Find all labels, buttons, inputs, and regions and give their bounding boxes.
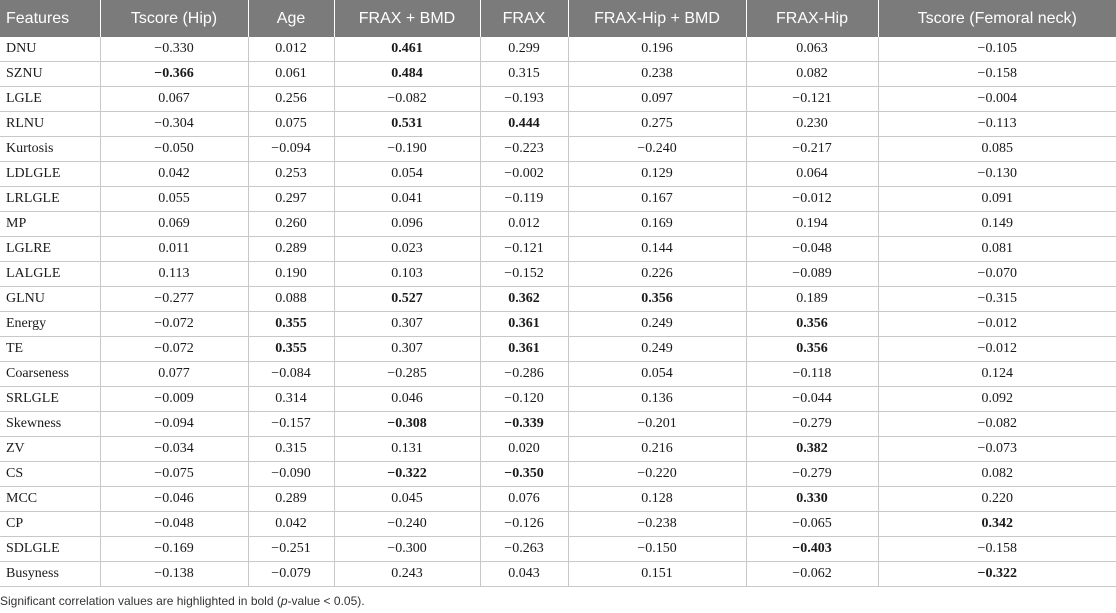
correlation-cell: 0.238	[568, 62, 746, 87]
correlation-cell: −0.238	[568, 512, 746, 537]
correlation-cell: −0.263	[480, 537, 568, 562]
table-row	[0, 162, 1116, 187]
correlation-cell: −0.158	[878, 62, 1116, 87]
correlation-cell: 0.128	[568, 487, 746, 512]
table-row	[0, 337, 1116, 362]
correlation-cell: 0.081	[878, 237, 1116, 262]
correlation-cell: −0.094	[100, 412, 248, 437]
correlation-cell: −0.169	[100, 537, 248, 562]
correlation-cell: 0.230	[746, 112, 878, 137]
table-row	[0, 362, 1116, 387]
feature-label: CS	[0, 462, 100, 487]
correlation-cell: 0.289	[248, 237, 334, 262]
correlation-cell: 0.289	[248, 487, 334, 512]
correlation-cell: 0.355	[248, 312, 334, 337]
correlation-cell: −0.072	[100, 312, 248, 337]
correlation-cell: 0.113	[100, 262, 248, 287]
table-row	[0, 437, 1116, 462]
table-row	[0, 62, 1116, 87]
column-header: Age	[248, 0, 334, 37]
correlation-cell: −0.072	[100, 337, 248, 362]
column-header: FRAX + BMD	[334, 0, 480, 37]
correlation-cell: 0.085	[878, 137, 1116, 162]
correlation-cell: −0.084	[248, 362, 334, 387]
correlation-cell: 0.256	[248, 87, 334, 112]
feature-label: LGLE	[0, 87, 100, 112]
correlation-cell: −0.130	[878, 162, 1116, 187]
feature-label: ZV	[0, 437, 100, 462]
correlation-cell: −0.308	[334, 412, 480, 437]
correlation-cell: 0.020	[480, 437, 568, 462]
table-row	[0, 262, 1116, 287]
correlation-cell: −0.113	[878, 112, 1116, 137]
correlation-cell: 0.362	[480, 287, 568, 312]
feature-label: MCC	[0, 487, 100, 512]
table-row	[0, 37, 1116, 62]
correlation-cell: 0.063	[746, 37, 878, 62]
feature-label: LRLGLE	[0, 187, 100, 212]
correlation-cell: −0.300	[334, 537, 480, 562]
correlation-cell: −0.350	[480, 462, 568, 487]
correlation-cell: 0.484	[334, 62, 480, 87]
correlation-cell: 0.103	[334, 262, 480, 287]
feature-label: DNU	[0, 37, 100, 62]
feature-label: SRLGLE	[0, 387, 100, 412]
table-row	[0, 212, 1116, 237]
correlation-cell: −0.366	[100, 62, 248, 87]
correlation-cell: −0.251	[248, 537, 334, 562]
correlation-cell: −0.009	[100, 387, 248, 412]
header-row	[0, 0, 1116, 37]
correlation-cell: 0.330	[746, 487, 878, 512]
table-row	[0, 487, 1116, 512]
correlation-cell: −0.285	[334, 362, 480, 387]
correlation-cell: −0.044	[746, 387, 878, 412]
correlation-cell: 0.307	[334, 312, 480, 337]
correlation-cell: 0.149	[878, 212, 1116, 237]
correlation-cell: −0.322	[878, 562, 1116, 587]
correlation-cell: −0.048	[746, 237, 878, 262]
table-row	[0, 137, 1116, 162]
correlation-cell: −0.118	[746, 362, 878, 387]
correlation-cell: 0.444	[480, 112, 568, 137]
correlation-cell: −0.089	[746, 262, 878, 287]
correlation-cell: −0.121	[480, 237, 568, 262]
correlation-cell: 0.297	[248, 187, 334, 212]
correlation-cell: 0.189	[746, 287, 878, 312]
correlation-cell: 0.356	[568, 287, 746, 312]
table-row	[0, 537, 1116, 562]
correlation-cell: −0.119	[480, 187, 568, 212]
feature-label: GLNU	[0, 287, 100, 312]
column-header: Tscore (Hip)	[100, 0, 248, 37]
correlation-cell: 0.356	[746, 312, 878, 337]
correlation-cell: 0.355	[248, 337, 334, 362]
table-row	[0, 87, 1116, 112]
correlation-cell: 0.088	[248, 287, 334, 312]
correlation-cell: 0.249	[568, 312, 746, 337]
correlation-cell: −0.073	[878, 437, 1116, 462]
correlation-cell: −0.012	[878, 312, 1116, 337]
correlation-cell: 0.243	[334, 562, 480, 587]
correlation-cell: 0.091	[878, 187, 1116, 212]
correlation-cell: −0.082	[878, 412, 1116, 437]
feature-label: LALGLE	[0, 262, 100, 287]
feature-label: Kurtosis	[0, 137, 100, 162]
correlation-cell: 0.055	[100, 187, 248, 212]
feature-label: CP	[0, 512, 100, 537]
correlation-cell: 0.356	[746, 337, 878, 362]
correlation-cell: −0.079	[248, 562, 334, 587]
column-header: Features	[0, 0, 100, 37]
correlation-cell: −0.304	[100, 112, 248, 137]
correlation-cell: 0.315	[480, 62, 568, 87]
correlation-cell: 0.096	[334, 212, 480, 237]
correlation-cell: −0.012	[878, 337, 1116, 362]
correlation-cell: −0.339	[480, 412, 568, 437]
correlation-cell: 0.042	[100, 162, 248, 187]
correlation-cell: 0.131	[334, 437, 480, 462]
table-row	[0, 412, 1116, 437]
correlation-cell: −0.223	[480, 137, 568, 162]
footnote-text-start: Significant correlation values are highlighted in bold (	[0, 594, 281, 608]
feature-label: LDLGLE	[0, 162, 100, 187]
correlation-cell: −0.075	[100, 462, 248, 487]
feature-label: SZNU	[0, 62, 100, 87]
correlation-cell: 0.190	[248, 262, 334, 287]
correlation-cell: 0.046	[334, 387, 480, 412]
correlation-cell: −0.121	[746, 87, 878, 112]
correlation-cell: −0.240	[334, 512, 480, 537]
feature-label: RLNU	[0, 112, 100, 137]
correlation-cell: 0.144	[568, 237, 746, 262]
correlation-cell: 0.299	[480, 37, 568, 62]
correlation-cell: −0.034	[100, 437, 248, 462]
correlation-cell: 0.082	[746, 62, 878, 87]
correlation-cell: −0.277	[100, 287, 248, 312]
correlation-cell: 0.069	[100, 212, 248, 237]
column-header: FRAX-Hip + BMD	[568, 0, 746, 37]
table-row	[0, 512, 1116, 537]
correlation-cell: 0.461	[334, 37, 480, 62]
correlation-cell: 0.167	[568, 187, 746, 212]
correlation-cell: −0.105	[878, 37, 1116, 62]
column-header: Tscore (Femoral neck)	[878, 0, 1116, 37]
table-row	[0, 237, 1116, 262]
correlation-cell: −0.062	[746, 562, 878, 587]
correlation-cell: 0.527	[334, 287, 480, 312]
correlation-cell: −0.012	[746, 187, 878, 212]
correlation-cell: 0.361	[480, 337, 568, 362]
correlation-cell: 0.064	[746, 162, 878, 187]
correlation-cell: 0.075	[248, 112, 334, 137]
correlation-cell: −0.279	[746, 412, 878, 437]
feature-label: LGLRE	[0, 237, 100, 262]
correlation-cell: 0.082	[878, 462, 1116, 487]
correlation-cell: −0.120	[480, 387, 568, 412]
correlation-cell: 0.045	[334, 487, 480, 512]
table-row	[0, 562, 1116, 587]
correlation-cell: 0.249	[568, 337, 746, 362]
correlation-cell: −0.157	[248, 412, 334, 437]
correlation-cell: −0.315	[878, 287, 1116, 312]
correlation-cell: −0.190	[334, 137, 480, 162]
correlation-cell: −0.201	[568, 412, 746, 437]
feature-label: SDLGLE	[0, 537, 100, 562]
feature-label: MP	[0, 212, 100, 237]
table-row	[0, 387, 1116, 412]
correlation-cell: 0.169	[568, 212, 746, 237]
correlation-cell: −0.002	[480, 162, 568, 187]
correlation-cell: 0.129	[568, 162, 746, 187]
correlation-cell: 0.041	[334, 187, 480, 212]
column-header: FRAX	[480, 0, 568, 37]
correlation-cell: 0.092	[878, 387, 1116, 412]
correlation-cell: −0.217	[746, 137, 878, 162]
table-body	[0, 37, 1116, 587]
correlation-cell: −0.065	[746, 512, 878, 537]
correlation-cell: 0.314	[248, 387, 334, 412]
feature-label: Skewness	[0, 412, 100, 437]
correlation-cell: −0.240	[568, 137, 746, 162]
correlation-cell: 0.077	[100, 362, 248, 387]
correlation-cell: 0.054	[334, 162, 480, 187]
correlation-cell: −0.090	[248, 462, 334, 487]
correlation-cell: 0.216	[568, 437, 746, 462]
table-row	[0, 462, 1116, 487]
correlation-cell: −0.193	[480, 87, 568, 112]
feature-label: TE	[0, 337, 100, 362]
correlation-cell: 0.361	[480, 312, 568, 337]
correlation-cell: 0.067	[100, 87, 248, 112]
correlation-cell: 0.061	[248, 62, 334, 87]
correlation-cell: 0.151	[568, 562, 746, 587]
correlation-cell: −0.220	[568, 462, 746, 487]
correlation-cell: −0.158	[878, 537, 1116, 562]
footnote-p-symbol: p	[280, 594, 288, 608]
correlation-cell: −0.279	[746, 462, 878, 487]
correlation-cell: −0.004	[878, 87, 1116, 112]
correlation-cell: 0.124	[878, 362, 1116, 387]
correlation-cell: 0.382	[746, 437, 878, 462]
correlation-cell: −0.286	[480, 362, 568, 387]
table-row	[0, 287, 1116, 312]
correlation-cell: −0.094	[248, 137, 334, 162]
correlation-cell: 0.136	[568, 387, 746, 412]
feature-label: Coarseness	[0, 362, 100, 387]
correlation-cell: 0.307	[334, 337, 480, 362]
table-row	[0, 312, 1116, 337]
column-header: FRAX-Hip	[746, 0, 878, 37]
correlation-cell: 0.253	[248, 162, 334, 187]
correlation-cell: −0.046	[100, 487, 248, 512]
correlation-cell: 0.076	[480, 487, 568, 512]
correlation-cell: −0.070	[878, 262, 1116, 287]
correlation-cell: 0.042	[248, 512, 334, 537]
correlation-cell: 0.220	[878, 487, 1116, 512]
correlation-cell: 0.226	[568, 262, 746, 287]
correlation-cell: 0.023	[334, 237, 480, 262]
correlation-cell: 0.012	[480, 212, 568, 237]
correlation-cell: 0.315	[248, 437, 334, 462]
footnote-text-end: -value < 0.05).	[287, 594, 365, 608]
correlation-cell: 0.194	[746, 212, 878, 237]
table-footnote	[0, 594, 365, 608]
correlation-cell: −0.082	[334, 87, 480, 112]
correlation-cell: 0.012	[248, 37, 334, 62]
correlation-cell: 0.011	[100, 237, 248, 262]
correlation-cell: −0.322	[334, 462, 480, 487]
correlation-cell: 0.054	[568, 362, 746, 387]
correlation-cell: −0.403	[746, 537, 878, 562]
feature-label: Busyness	[0, 562, 100, 587]
correlation-cell: 0.097	[568, 87, 746, 112]
correlation-cell: 0.260	[248, 212, 334, 237]
correlation-cell: 0.196	[568, 37, 746, 62]
table-row	[0, 187, 1116, 212]
correlation-cell: −0.150	[568, 537, 746, 562]
table-row	[0, 112, 1116, 137]
correlation-cell: −0.330	[100, 37, 248, 62]
correlation-cell: 0.342	[878, 512, 1116, 537]
correlation-cell: −0.048	[100, 512, 248, 537]
correlation-cell: 0.043	[480, 562, 568, 587]
correlation-cell: 0.531	[334, 112, 480, 137]
correlation-cell: 0.275	[568, 112, 746, 137]
correlation-cell: −0.138	[100, 562, 248, 587]
correlation-cell: −0.126	[480, 512, 568, 537]
correlation-cell: −0.152	[480, 262, 568, 287]
correlation-cell: −0.050	[100, 137, 248, 162]
feature-label: Energy	[0, 312, 100, 337]
